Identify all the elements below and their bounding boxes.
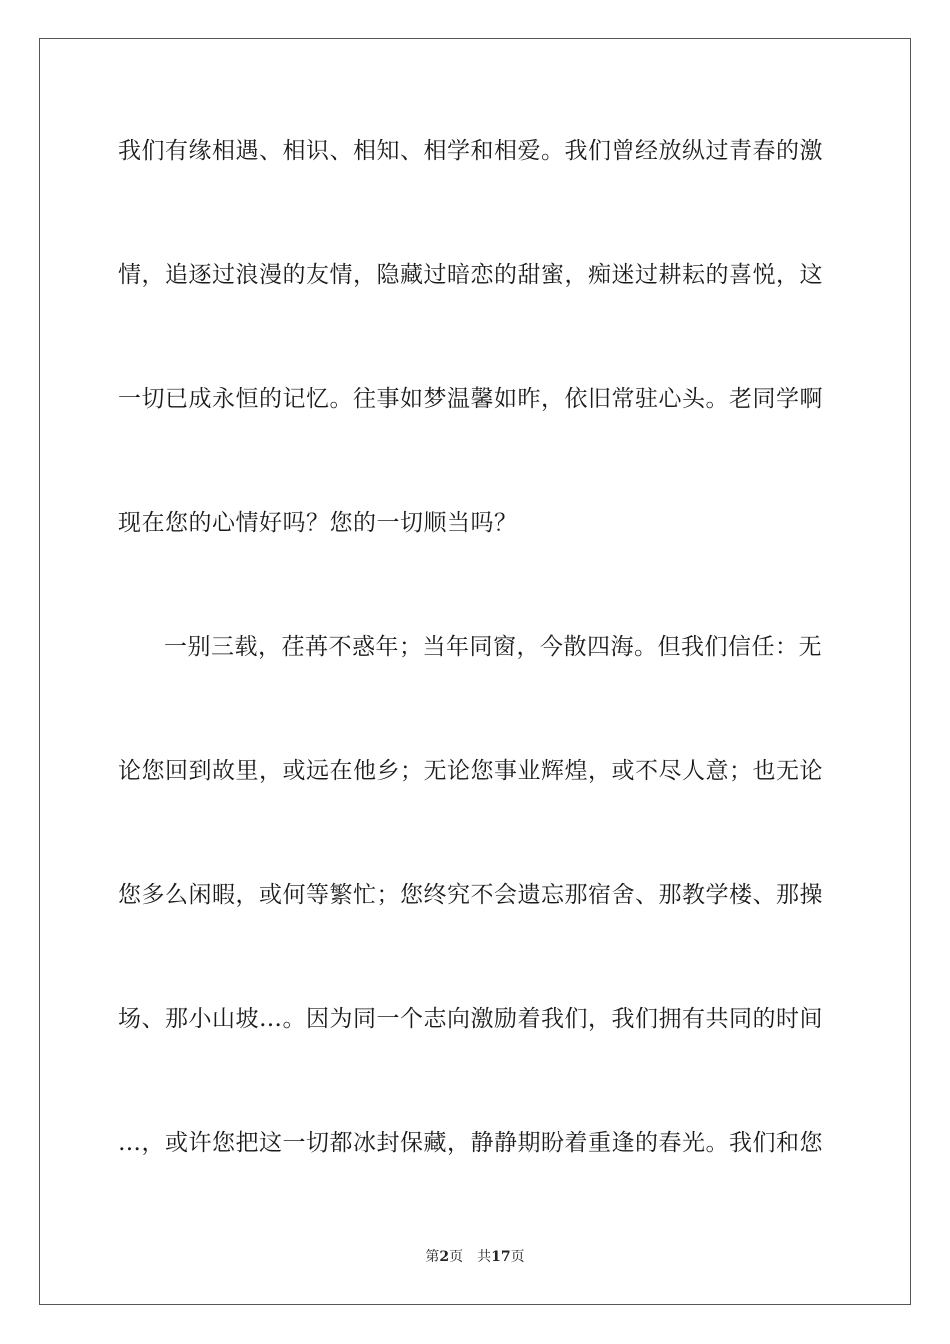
paragraph-line: 一切已成永恒的记忆。往事如梦温馨如昨，依旧常驻心头。老同学啊 xyxy=(118,386,823,412)
paragraph-line: …，或许您把这一切都冰封保藏，静静期盼着重逢的春光。我们和您 xyxy=(118,1130,823,1156)
page-footer xyxy=(0,1246,950,1266)
page-prefix: 第 xyxy=(425,1249,440,1265)
paragraph-line: 您多么闲暇，或何等繁忙；您终究不会遗忘那宿舍、那教学楼、那操 xyxy=(118,882,823,908)
total-prefix: 共 xyxy=(477,1249,492,1265)
paragraph-line: 现在您的心情好吗？您的一切顺当吗？ xyxy=(118,510,518,536)
paragraph-line: 场、那小山坡…。因为同一个志向激励着我们，我们拥有共同的时间 xyxy=(118,1006,823,1032)
total-suffix: 页 xyxy=(510,1249,525,1265)
paragraph-line: 我们有缘相遇、相识、相知、相学和相爱。我们曾经放纵过青春的激 xyxy=(118,138,823,164)
paragraph-line: 情，追逐过浪漫的友情，隐藏过暗恋的甜蜜，痴迷过耕耘的喜悦，这 xyxy=(118,262,823,288)
total-pages: 17 xyxy=(491,1249,511,1265)
page-border xyxy=(39,38,911,1305)
page-number: 2 xyxy=(439,1249,450,1265)
paragraph-line: 论您回到故里，或远在他乡；无论您事业辉煌，或不尽人意；也无论 xyxy=(118,758,823,784)
page-suffix: 页 xyxy=(449,1249,464,1265)
paragraph-first-line: 一别三载，荏苒不惑年；当年同窗，今散四海。但我们信任：无 xyxy=(164,634,822,660)
